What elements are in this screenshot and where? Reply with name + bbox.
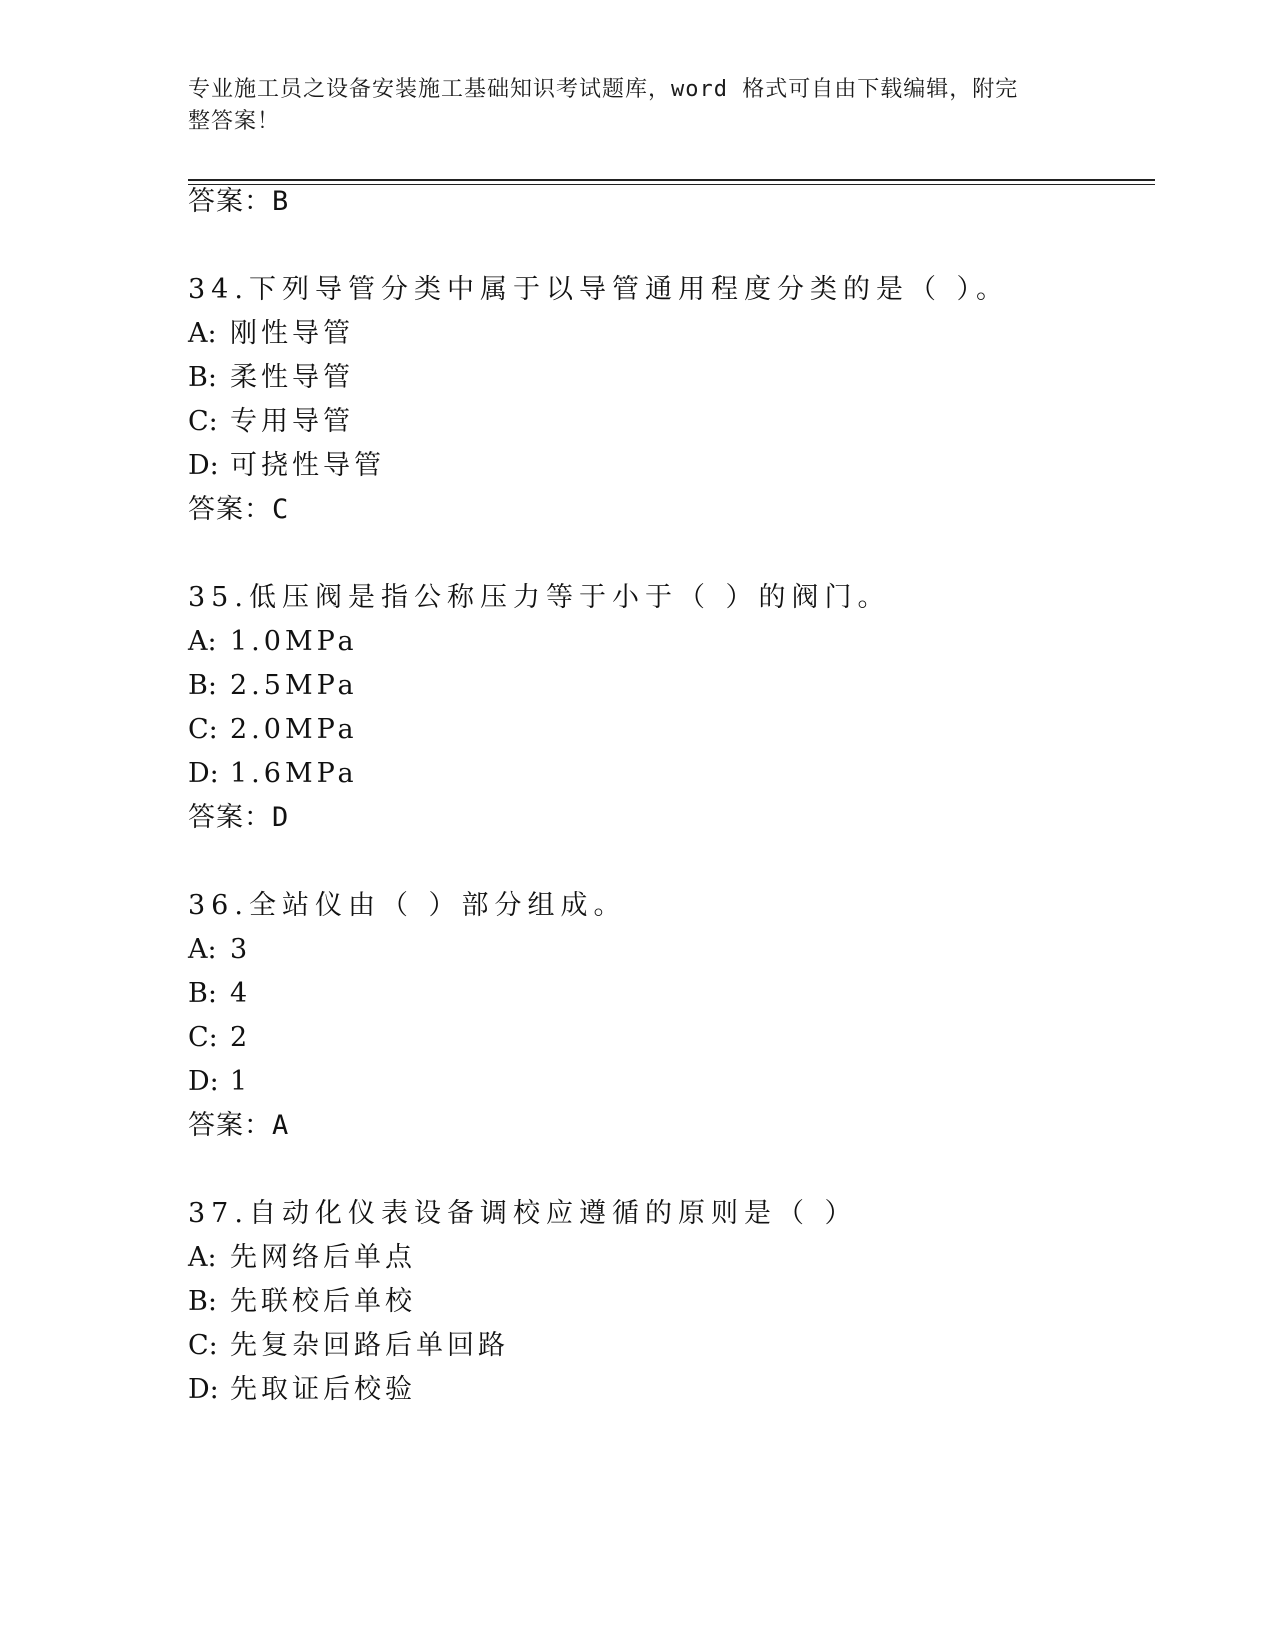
answer-label: 答案：	[188, 1110, 272, 1141]
question-37-option-a	[188, 1242, 416, 1274]
question-34-option-b	[188, 362, 354, 394]
option-letter: A:	[188, 1242, 217, 1273]
question-34-option-a	[188, 318, 354, 350]
option-text: 先网络后单点	[230, 1242, 416, 1273]
question-36-stem: 36.全站仪由（ ）部分组成。	[188, 890, 627, 921]
document-header	[188, 74, 1068, 138]
option-text: 先取证后校验	[230, 1374, 416, 1405]
answer-value: B	[272, 186, 290, 217]
answer-value: A	[272, 1110, 290, 1141]
answer-label: 答案：	[188, 494, 272, 525]
question-37-option-c	[188, 1330, 509, 1362]
question-37-stem: 37.自动化仪表设备调校应遵循的原则是（ ）	[188, 1198, 858, 1229]
option-text: 先复杂回路后单回路	[230, 1330, 509, 1361]
option-text: 专用导管	[230, 406, 354, 437]
option-text: 1	[230, 1066, 252, 1097]
option-text: 柔性导管	[230, 362, 354, 393]
question-34-answer	[188, 494, 289, 526]
option-letter: D:	[188, 450, 219, 481]
question-35-stem: 35.低压阀是指公称压力等于小于（ ）的阀门。	[188, 582, 891, 613]
header-line-1: 专业施工员之设备安装施工基础知识考试题库，word 格式可自由下载编辑，附完	[188, 77, 1019, 102]
question-37-option-d	[188, 1374, 416, 1406]
option-letter: B:	[188, 1286, 217, 1317]
option-letter: C:	[188, 406, 218, 437]
header-divider-thin	[188, 184, 1155, 185]
question-34-option-c	[188, 406, 354, 438]
question-36-answer	[188, 1110, 289, 1142]
question-36-option-d	[188, 1066, 251, 1098]
option-letter: C:	[188, 714, 218, 745]
question-36-option-a	[188, 934, 251, 966]
header-line-2: 整答案！	[188, 109, 281, 134]
option-text: 刚性导管	[230, 318, 354, 349]
question-34-option-d	[188, 450, 385, 482]
option-letter: D:	[188, 1374, 219, 1405]
question-36-option-c	[188, 1022, 251, 1054]
question-35-answer	[188, 802, 289, 834]
answer-label: 答案：	[188, 802, 272, 833]
option-text: 4	[230, 978, 252, 1009]
prev-answer	[188, 186, 289, 218]
option-text: 2.5MPa	[230, 670, 358, 701]
answer-value: D	[272, 802, 290, 833]
option-letter: C:	[188, 1022, 218, 1053]
question-35-option-c	[188, 714, 358, 746]
option-text: 3	[230, 934, 252, 965]
option-letter: A:	[188, 626, 217, 657]
option-letter: A:	[188, 934, 217, 965]
header-divider-thick	[188, 179, 1155, 181]
option-letter: B:	[188, 362, 217, 393]
option-text: 1.6MPa	[230, 758, 358, 789]
option-text: 2.0MPa	[230, 714, 358, 745]
question-35-option-b	[188, 670, 358, 702]
question-35-option-a	[188, 626, 358, 658]
question-37-option-b	[188, 1286, 416, 1318]
option-text: 1.0MPa	[230, 626, 358, 657]
question-36-option-b	[188, 978, 251, 1010]
option-letter: C:	[188, 1330, 218, 1361]
option-letter: D:	[188, 758, 219, 789]
option-text: 可挠性导管	[230, 450, 385, 481]
question-34-stem: 34.下列导管分类中属于以导管通用程度分类的是（ ）。	[188, 274, 1010, 305]
option-text: 先联校后单校	[230, 1286, 416, 1317]
option-letter: B:	[188, 978, 217, 1009]
option-text: 2	[230, 1022, 252, 1053]
option-letter: D:	[188, 1066, 219, 1097]
option-letter: A:	[188, 318, 217, 349]
question-35-option-d	[188, 758, 358, 790]
answer-value: C	[272, 494, 290, 525]
option-letter: B:	[188, 670, 217, 701]
answer-label: 答案：	[188, 186, 272, 217]
